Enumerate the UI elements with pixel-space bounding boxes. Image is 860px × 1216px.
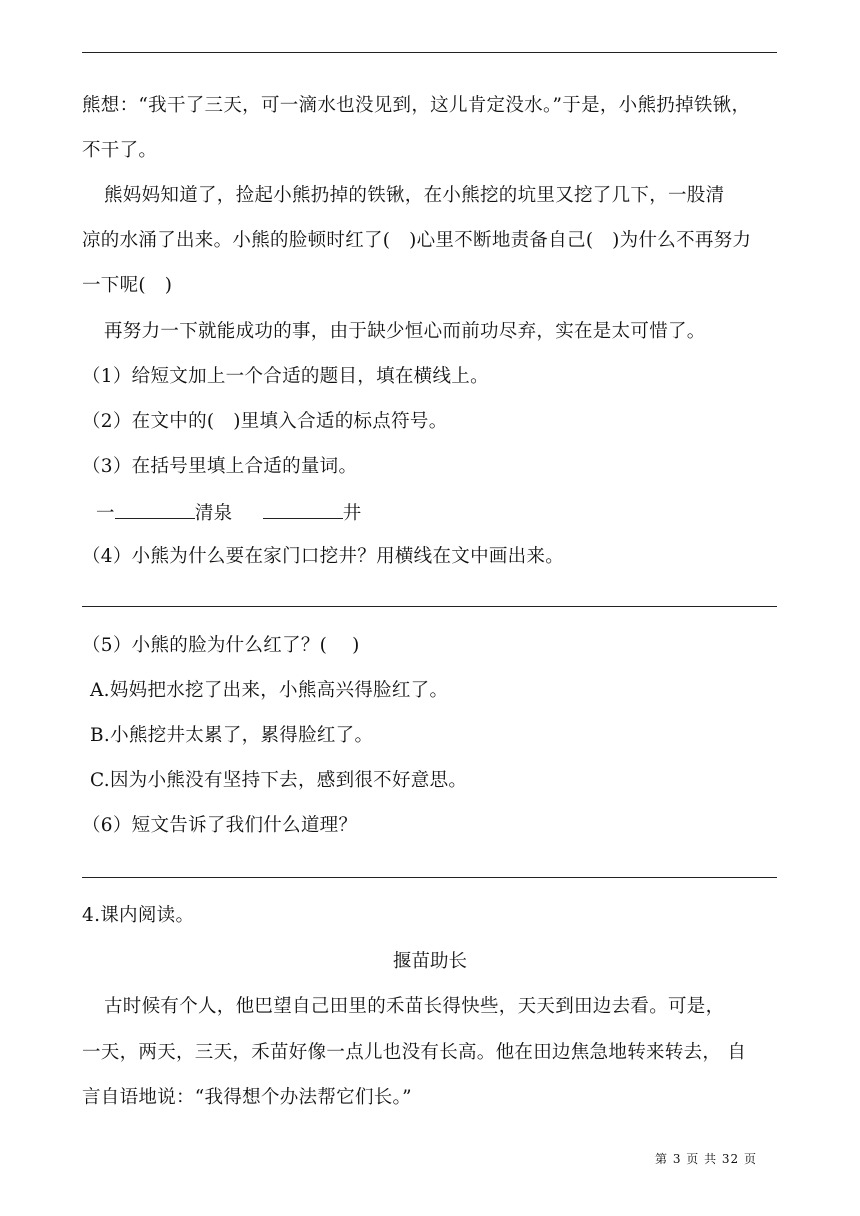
- question-5: （5）小熊的脸为什么红了？( ): [82, 635, 360, 656]
- passage-line-1: 熊想：“我干了三天，可一滴水也没见到，这儿肯定没水。”于是，小熊扔掉铁锹，: [82, 95, 751, 116]
- page-number: 第 3 页 共 32 页: [655, 1152, 757, 1166]
- fill-a-prefix: 一: [96, 503, 115, 524]
- story-line-3: 言自语地说：“我得想个办法帮它们长。”: [82, 1087, 412, 1108]
- passage-line-2: 不干了。: [82, 140, 158, 161]
- story-line-2: 一天，两天，三天，禾苗好像一点儿也没有长高。他在田边焦急地转来转去， 自: [82, 1042, 747, 1063]
- answer-line-4[interactable]: [82, 606, 777, 607]
- passage-line-6: 再努力一下就能成功的事，由于缺少恒心而前功尽弃，实在是太可惜了。: [104, 321, 706, 342]
- question-3-fill-row: [96, 500, 362, 526]
- option-c[interactable]: C.因为小熊没有坚持下去，感到很不好意思。: [90, 770, 468, 791]
- passage-line-4: 凉的水涌了出来。小熊的脸顿时红了( )心里不断地责备自己( )为什么不再努力: [82, 230, 752, 251]
- answer-line-6[interactable]: [82, 877, 777, 878]
- measure-word-blank-b[interactable]: [263, 500, 343, 519]
- section-4-heading: 4.课内阅读。: [82, 905, 195, 926]
- question-3: （3）在括号里填上合适的量词。: [82, 456, 358, 477]
- question-1: （1）给短文加上一个合适的题目，填在横线上。: [82, 366, 489, 387]
- option-b[interactable]: B.小熊挖井太累了，累得脸红了。: [90, 725, 374, 746]
- question-6: （6）短文告诉了我们什么道理？: [82, 815, 358, 836]
- story-line-1: 古时候有个人，他巴望自己田里的禾苗长得快些，天天到田边去看。可是，: [104, 996, 725, 1017]
- fill-b-suffix: 井: [342, 503, 362, 524]
- question-4: （4）小熊为什么要在家门口挖井？用横线在文中画出来。: [82, 546, 565, 567]
- question-2: （2）在文中的( )里填入合适的标点符号。: [82, 411, 448, 432]
- measure-word-blank-a[interactable]: [115, 500, 195, 519]
- top-rule: [82, 52, 777, 53]
- passage-line-3: 熊妈妈知道了，捡起小熊扔掉的铁锹，在小熊挖的坑里又挖了几下，一股清: [104, 185, 725, 206]
- passage-line-5: 一下呢( ): [82, 275, 173, 296]
- story-title: 揠苗助长: [392, 951, 467, 972]
- option-a[interactable]: A.妈妈把水挖了出来，小熊高兴得脸红了。: [90, 680, 449, 701]
- fill-a-suffix: 清泉: [194, 503, 233, 524]
